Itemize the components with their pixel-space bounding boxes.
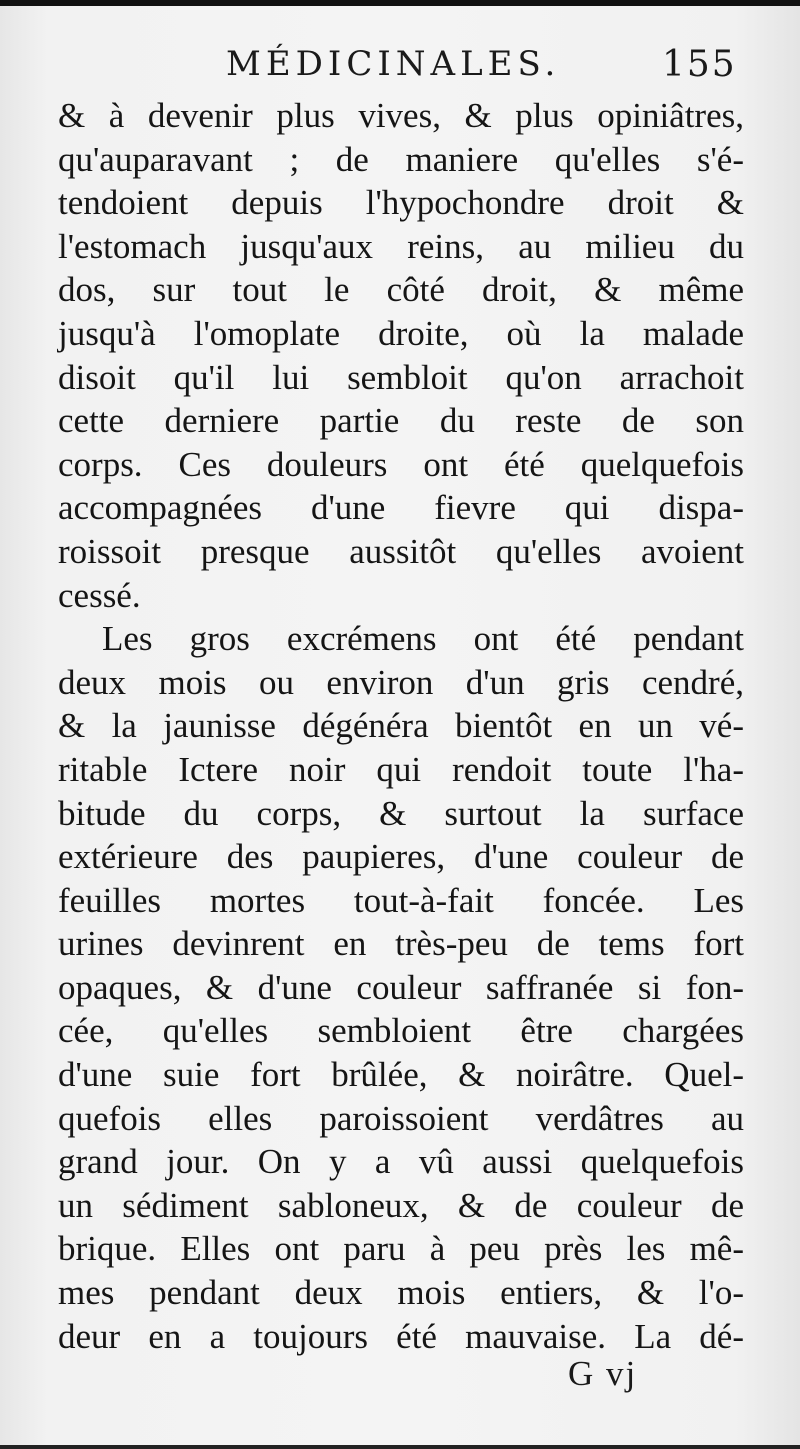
text-line: Les gros excrémens ont été pendant	[102, 619, 744, 659]
text-line: cée, qu'elles sembloient être chargées	[58, 1011, 744, 1051]
text-line: deux mois ou environ d'un gris cendré,	[58, 662, 744, 702]
text-line: cette derniere partie du reste de son	[58, 401, 744, 441]
text-line: opaques, & d'une couleur saffranée si fon-	[58, 967, 744, 1007]
text-line: bitude du corps, & surtout la surface	[58, 793, 744, 833]
text-line: disoit qu'il lui sembloit qu'on arrachoit	[58, 357, 744, 397]
text-line: feuilles mortes tout-à-fait foncée. Les	[58, 880, 744, 920]
text-line: cessé.	[58, 575, 141, 615]
text-line: mes pendant deux mois entiers, & l'o-	[58, 1273, 744, 1313]
text-line: & la jaunisse dégénéra bientôt en un vé-	[58, 706, 744, 746]
paragraph-2	[58, 617, 744, 1358]
scan-edge-top	[0, 0, 800, 6]
body-text	[58, 94, 744, 1358]
text-line: accompagnées d'une fievre qui dispa-	[58, 488, 744, 528]
page-header	[0, 36, 800, 96]
text-line: un sédiment sabloneux, & de couleur de	[58, 1185, 744, 1225]
text-line: ritable Ictere noir qui rendoit toute l'ha-	[58, 749, 744, 789]
text-line: roissoit presque aussitôt qu'elles avoient	[58, 531, 744, 571]
text-line: & à devenir plus vives, & plus opiniâtres,	[58, 96, 744, 135]
text-line: dos, sur tout le côté droit, & même	[58, 270, 744, 310]
text-line: quefois elles paroissoient verdâtres au	[58, 1098, 744, 1138]
text-line: d'une suie fort brûlée, & noirâtre. Quel-	[58, 1055, 744, 1095]
text-line: brique. Elles ont paru à peu près les mê-	[58, 1229, 744, 1269]
running-title: MÉDICINALES.	[226, 44, 561, 84]
text-line: tendoient depuis l'hypochondre droit &	[58, 183, 744, 223]
paragraph-1	[58, 94, 744, 617]
text-line: extérieure des paupieres, d'une couleur de	[58, 837, 744, 877]
text-line: qu'auparavant ; de maniere qu'elles s'é-	[58, 139, 744, 179]
text-line: grand jour. On y a vû aussi quelquefois	[58, 1142, 744, 1182]
text-line: urines devinrent en très-peu de tems fort	[58, 924, 744, 964]
text-line: corps. Ces douleurs ont été quelquefois	[58, 444, 744, 484]
text-line: jusqu'à l'omoplate droite, où la malade	[58, 313, 744, 353]
text-line: deur en a toujours été mauvaise. La dé-	[58, 1316, 744, 1356]
page-number: 155	[662, 44, 737, 85]
text-line: l'estomach jusqu'aux reins, au milieu du	[58, 226, 744, 266]
printer-signature-mark: G vj	[568, 1354, 638, 1393]
scan-edge-bottom	[0, 1445, 800, 1449]
